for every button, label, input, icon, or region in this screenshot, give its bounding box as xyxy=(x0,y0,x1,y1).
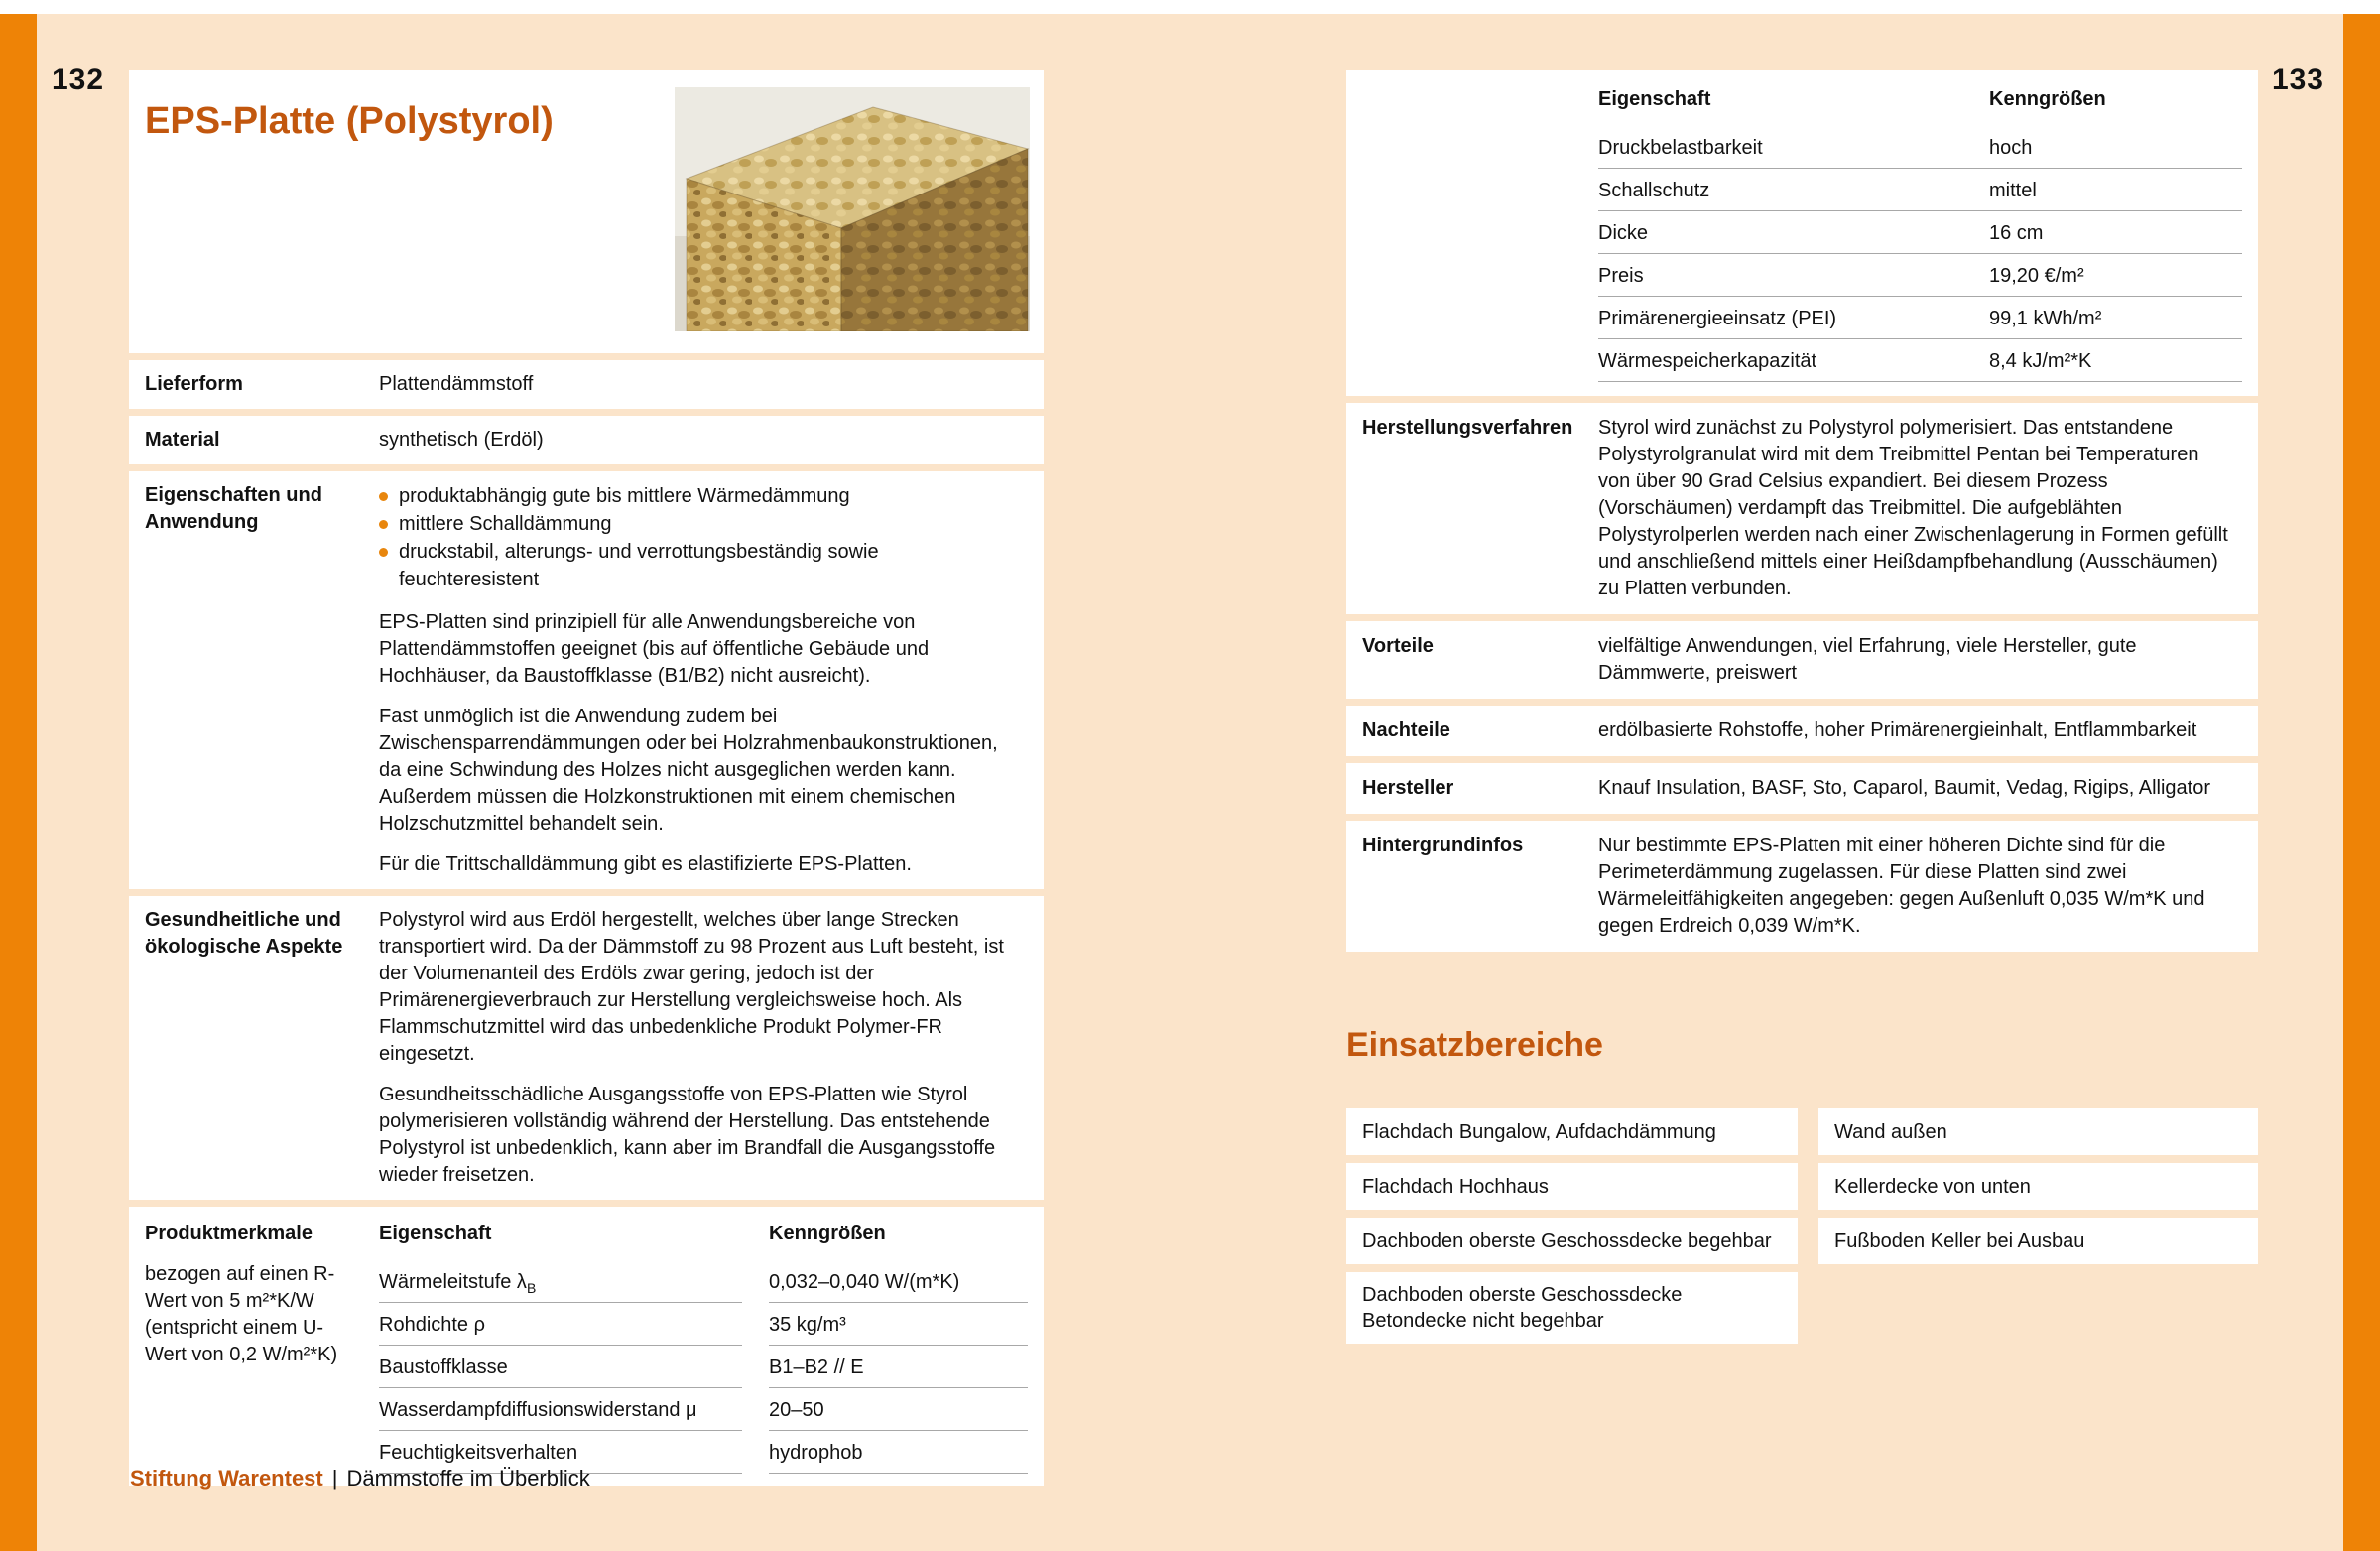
section-label: Vorteile xyxy=(1362,635,1434,657)
cell-eigenschaft: Druckbelastbarkeit xyxy=(1598,137,1763,159)
section-herstellungsverfahren xyxy=(1346,403,2258,614)
produktmerkmale-label-column xyxy=(145,1221,379,1474)
section-label: Hintergrundinfos xyxy=(1362,835,1524,856)
cell-eigenschaft: Dicke xyxy=(1598,222,1649,244)
table-row xyxy=(379,1388,742,1431)
top-margin-strip xyxy=(0,0,2380,14)
spec-label: Produktmerkmale xyxy=(145,1223,313,1244)
page-number-right: 133 xyxy=(2271,64,2324,96)
cell-text: Feuchtigkeitsverhalten xyxy=(379,1442,578,1464)
right-page-card xyxy=(1346,70,2258,1344)
section-hintergrundinfos xyxy=(1346,821,2258,952)
section-hersteller xyxy=(1346,763,2258,814)
cell-eigenschaft: Wärmespeicherkapazität xyxy=(1598,350,1817,372)
spec-row-material xyxy=(129,416,1044,464)
paragraph: Polystyrol wird aus Erdöl hergestellt, welches über lange Strecken transportiert wird. Da der Dämmstoff zu 98 Prozent aus Luft besteht, ist der Volumenanteil des Erdöls zwar gering, jedoch ist der Primärenergieverbrauch zur Herstellung vergleichsweise hoch. Als Flammschutzmittel wird das unbedenkliche Produkt Polymer-FR eingesetzt. xyxy=(379,909,1004,1065)
einsatz-box: Kellerdecke von unten xyxy=(1818,1163,2258,1210)
einsatz-box: Wand außen xyxy=(1818,1108,2258,1155)
accent-bar-right xyxy=(2343,14,2380,1551)
col-header-eigenschaft: Eigenschaft xyxy=(379,1223,492,1244)
produktmerkmale-note: bezogen auf einen R-Wert von 5 m²*K/W (entspricht einem U-Wert von 0,2 W/m²*K) xyxy=(145,1263,338,1365)
footer-divider: | xyxy=(331,1466,338,1490)
einsatz-box: Dachboden oberste Geschossdecke begehbar xyxy=(1346,1218,1798,1264)
col-header-kenngroessen: Kenngrößen xyxy=(1989,88,2106,110)
cell-kenngroesse: 8,4 kJ/m²*K xyxy=(1989,350,2092,372)
paragraph: Gesundheitsschädliche Ausgangsstoffe von EPS-Platten wie Styrol polymerisieren vollständig während der Herstellung. Das entstehende Polystyrol ist unbedenklich, kann aber im Brandfall die Ausgangsstoffe wieder freisetzen. xyxy=(379,1084,996,1186)
bullet-text: druckstabil, alterungs- und verrottungsbeständig sowie feuchteresistent xyxy=(399,541,879,590)
cell-subscript: B xyxy=(526,1280,537,1296)
kenngroessen-column xyxy=(769,1221,1028,1474)
cell-text: Rohdichte ρ xyxy=(379,1314,485,1336)
cell-kenngroesse: 16 cm xyxy=(1989,222,2044,244)
section-nachteile xyxy=(1346,706,2258,756)
cell-kenngroesse: 99,1 kWh/m² xyxy=(1989,308,2102,329)
cell-kenngroesse: mittel xyxy=(1989,180,2037,201)
cell-text: Wasserdampfdiffusionswiderstand μ xyxy=(379,1399,697,1421)
bullet-item xyxy=(379,482,1020,510)
cell-text: Wärmeleitstufe λ xyxy=(379,1271,527,1293)
section-label: Herstellungsverfahren xyxy=(1362,417,1573,439)
bullet-dot-icon xyxy=(379,520,388,529)
cell-kenngroesse: hoch xyxy=(1989,137,2033,159)
table-row xyxy=(1598,254,2242,297)
bullet-list xyxy=(379,482,1020,593)
spec-row-eigenschaften xyxy=(129,471,1044,889)
eps-foam-illustration xyxy=(675,87,1030,331)
cell-kenngroesse: 19,20 €/m² xyxy=(1989,265,2084,287)
einsatz-column-1 xyxy=(1346,1108,1798,1344)
section-label: Nachteile xyxy=(1362,719,1450,741)
table-row: hydrophob xyxy=(769,1431,1028,1474)
paragraph: Für die Trittschalldämmung gibt es elastifizierte EPS-Platten. xyxy=(379,853,912,875)
table-row: 0,032–0,040 W/(m*K) xyxy=(769,1260,1028,1303)
einsatz-column-2 xyxy=(1818,1108,2258,1264)
spec-label: Lieferform xyxy=(145,373,243,395)
einsatz-box: Flachdach Bungalow, Aufdachdämmung xyxy=(1346,1108,1798,1155)
bullet-item xyxy=(379,510,1020,538)
produktmerkmale-table xyxy=(129,1207,1044,1486)
bullet-item xyxy=(379,538,1020,593)
section-vorteile xyxy=(1346,621,2258,699)
properties-table xyxy=(1346,70,2258,396)
cell-eigenschaft: Schallschutz xyxy=(1598,180,1710,201)
spec-value: synthetisch (Erdöl) xyxy=(379,429,544,451)
accent-bar-left xyxy=(0,14,37,1551)
footer-brand: Stiftung Warentest xyxy=(130,1466,323,1490)
bullet-text: mittlere Schalldämmung xyxy=(399,513,612,535)
section-label: Hersteller xyxy=(1362,777,1454,799)
product-header xyxy=(129,70,1044,353)
table-row xyxy=(379,1303,742,1346)
section-text: Knauf Insulation, BASF, Sto, Caparol, Baumit, Vedag, Rigips, Alligator xyxy=(1598,777,2211,799)
spec-row-gesundheit xyxy=(129,896,1044,1200)
einsatzbereiche-title: Einsatzbereiche xyxy=(1346,1026,1603,1064)
table-row xyxy=(1598,126,2242,169)
section-text: erdölbasierte Rohstoffe, hoher Primärenergieinhalt, Entflammbarkeit xyxy=(1598,719,2197,741)
table-row: 20–50 xyxy=(769,1388,1028,1431)
section-text: Styrol wird zunächst zu Polystyrol polymerisiert. Das entstandene Polystyrolgranulat wird mit dem Treibmittel Pentan bei Temperaturen von über 90 Grad Celsius expandiert. Bei diesem Prozess (Vorschäumen) verdampft das Treibmittel. Die aufgeblähten Polystyrolperlen werden nach einer Zwischenlagerung in Formen gefüllt und anschließend mittels einer Heißdampfbehandlung (Ausschäumen) zu Platten verbunden. xyxy=(1598,417,2228,599)
cell-eigenschaft: Preis xyxy=(1598,265,1644,287)
paragraph: EPS-Platten sind prinzipiell für alle Anwendungsbereiche von Plattendämmstoffen geeignet (bis auf öffentliche Gebäude und Hochhäuser, da Baustoffklasse (B1/B2) nicht ausreicht). xyxy=(379,611,930,687)
einsatz-box: Fußboden Keller bei Ausbau xyxy=(1818,1218,2258,1264)
table-row: B1–B2 // E xyxy=(769,1346,1028,1388)
cell-eigenschaft: Primärenergieeinsatz (PEI) xyxy=(1598,308,1837,329)
spec-value xyxy=(379,907,1028,1189)
table-row xyxy=(379,1346,742,1388)
eps-foam-photo xyxy=(675,87,1030,331)
spec-label: Material xyxy=(145,429,220,451)
einsatz-box: Dachboden oberste Geschossdecke Betondecke nicht begehbar xyxy=(1346,1272,1798,1344)
spec-label: Eigenschaften und Anwendung xyxy=(145,484,322,533)
page-number-left: 132 xyxy=(52,64,105,96)
cell-text: Baustoffklasse xyxy=(379,1357,508,1378)
spec-value: Plattendämmstoff xyxy=(379,373,534,395)
spec-label: Gesundheitliche und ökologische Aspekte xyxy=(145,909,343,958)
properties-columns xyxy=(1598,86,2242,382)
col-header-kenngroessen: Kenngrößen xyxy=(769,1223,886,1244)
einsatz-box: Flachdach Hochhaus xyxy=(1346,1163,1798,1210)
paragraph: Fast unmöglich ist die Anwendung zudem bei Zwischensparrendämmungen oder bei Holzrahmenbaukonstruktionen, da eine Schwindung des Holzes nicht ausgeglichen werden kann. Außerdem müssen die Holzkonstruktionen mit einem chemischen Holzschutzmittel behandelt sein. xyxy=(379,706,998,835)
table-row xyxy=(1598,297,2242,339)
properties-spacer xyxy=(1362,86,1598,382)
product-title: EPS-Platte (Polystyrol) xyxy=(145,100,554,142)
footer-text: Dämmstoffe im Überblick xyxy=(346,1466,590,1490)
properties-header-row xyxy=(1598,86,2242,126)
table-row xyxy=(1598,169,2242,211)
section-text: vielfältige Anwendungen, viel Erfahrung, viele Hersteller, gute Dämmwerte, preiswert xyxy=(1598,635,2137,684)
eigenschaft-column xyxy=(379,1221,769,1474)
bullet-dot-icon xyxy=(379,492,388,501)
left-page-card xyxy=(129,70,1044,1486)
footer xyxy=(130,1466,590,1491)
table-row: 35 kg/m³ xyxy=(769,1303,1028,1346)
table-row xyxy=(1598,211,2242,254)
spec-value xyxy=(379,482,1028,878)
einsatzbereiche-columns xyxy=(1346,1108,2258,1344)
einsatzbereiche-section xyxy=(1346,1026,2258,1344)
table-row xyxy=(1598,339,2242,382)
bullet-text: produktabhängig gute bis mittlere Wärmedämmung xyxy=(399,485,850,507)
table-row xyxy=(379,1260,742,1303)
spec-row-lieferform xyxy=(129,360,1044,409)
col-header-eigenschaft: Eigenschaft xyxy=(1598,88,1711,110)
section-text: Nur bestimmte EPS-Platten mit einer höheren Dichte sind für die Perimeterdämmung zugelassen. Für diese Platten sind zwei Wärmeleitfähigkeiten angegeben: gegen Außenluft 0,035 W/m*K und gegen Erdreich 0,039 W/m*K. xyxy=(1598,835,2205,937)
bullet-dot-icon xyxy=(379,548,388,557)
